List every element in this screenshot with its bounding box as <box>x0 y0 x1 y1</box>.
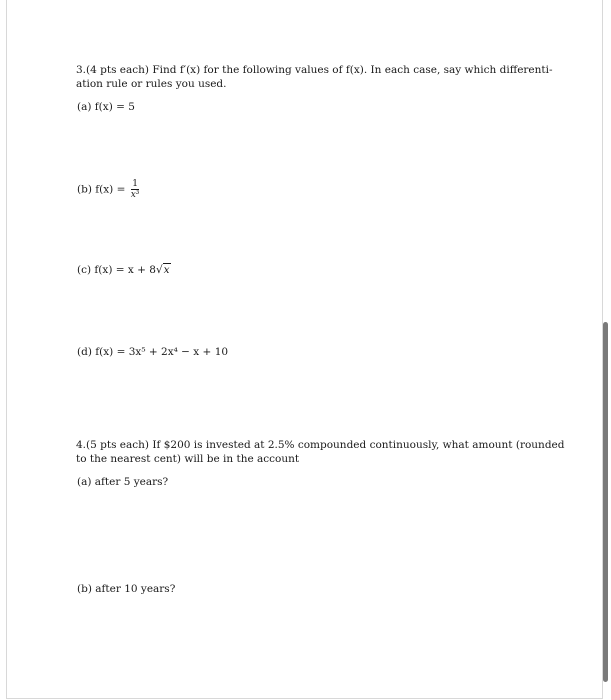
q3-part-b-denominator: x³ <box>130 190 140 200</box>
q4-part-b: (b) after 10 years? <box>77 583 176 595</box>
q3-part-c-radicand: x <box>163 264 170 276</box>
sqrt-symbol: √ <box>155 264 163 276</box>
q3-heading-line2: ation rule or rules you used. <box>76 78 227 90</box>
q4-part-a: (a) after 5 years? <box>77 476 169 488</box>
q3-part-b <box>77 179 139 200</box>
q3-part-a: (a) f(x) = 5 <box>77 101 135 113</box>
q3-part-d: (d) f(x) = 3x⁵ + 2x⁴ − x + 10 <box>77 346 229 358</box>
q3-heading-line1: 3.(4 pts each) Find f′(x) for the following values of f(x). In each case, say which differenti- <box>76 64 553 76</box>
q3-part-b-numerator: 1 <box>132 179 138 189</box>
q4-heading-line1: 4.(5 pts each) If $200 is invested at 2.5% compounded continuously, what amount (rounded <box>76 439 565 451</box>
q3-part-b-fraction <box>131 179 140 200</box>
vertical-scrollbar[interactable] <box>603 322 608 682</box>
q3-part-c <box>77 263 171 277</box>
q3-part-b-prefix: (b) f(x) = <box>77 183 126 196</box>
q4-heading-line2: to the nearest cent) will be in the account <box>76 453 300 465</box>
q3-part-c-prefix: (c) f(x) = x + 8 <box>77 264 156 276</box>
